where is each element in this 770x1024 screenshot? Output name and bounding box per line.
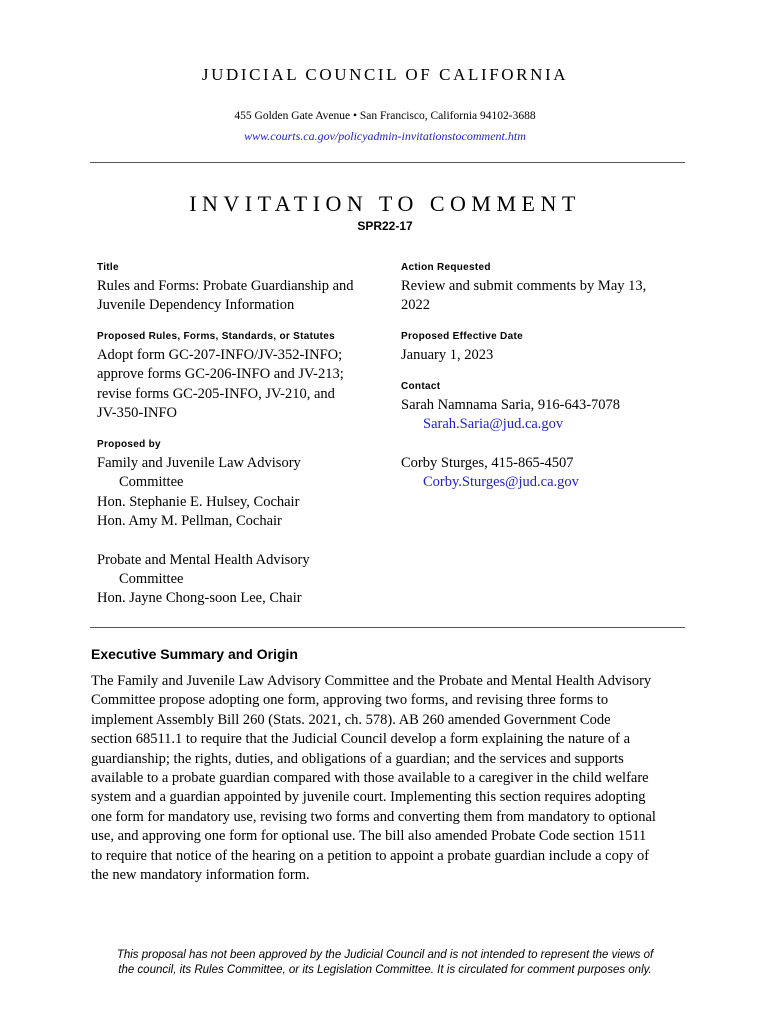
- disclaimer-line: This proposal has not been approved by the Judicial Council and is not intended to represent the views of: [116, 949, 654, 961]
- committee-line: Committee: [119, 571, 184, 588]
- proposed-line: Adopt form GC-207-INFO/JV-352-INFO;: [97, 347, 343, 363]
- summary-line: use, and approving one form for optional use. The bill also amended Probate Code section 1511: [91, 828, 647, 845]
- contact-email-link[interactable]: Sarah.Saria@jud.ca.gov: [423, 416, 564, 433]
- proposed-rules-label: Proposed Rules, Forms, Standards, or Statutes: [97, 331, 335, 342]
- action-requested-value: [401, 277, 646, 316]
- document-title: INVITATION TO COMMENT: [189, 191, 581, 216]
- action-requested-label: Action Requested: [401, 262, 491, 273]
- summary-line: available to a probate guardian compared with those available to a caregiver in the child welfare: [91, 770, 649, 787]
- disclaimer-footer: [0, 948, 770, 978]
- committee-line: Hon. Stephanie E. Hulsey, Cochair: [97, 493, 300, 510]
- section-divider: [90, 627, 685, 628]
- proposed-line: JV-350-INFO: [97, 405, 178, 422]
- committee-line: Committee: [119, 474, 184, 491]
- header-divider: [90, 162, 685, 163]
- title-line: Juvenile Dependency Information: [97, 297, 295, 314]
- proposed-by-label: Proposed by: [97, 439, 161, 450]
- contact-email-link[interactable]: Corby.Sturges@jud.ca.gov: [423, 474, 579, 491]
- summary-line: system and a guardian appointed by juvenile court. Implementing this section requires adopting: [91, 789, 646, 806]
- summary-line: section 68511.1 to require that the Judicial Council develop a form explaining the nature of a: [91, 731, 631, 748]
- proposed-by-value: [97, 454, 310, 609]
- summary-line: implement Assembly Bill 260 (Stats. 2021, ch. 578). AB 260 amended Government Code: [91, 711, 611, 728]
- title-label: Title: [97, 262, 119, 273]
- effective-date-label: Proposed Effective Date: [401, 331, 523, 342]
- proposed-line: revise forms GC-205-INFO, JV-210, and: [97, 385, 335, 402]
- committee-line: Probate and Mental Health Advisory: [97, 551, 310, 568]
- title-line: Rules and Forms: Probate Guardianship and: [97, 278, 354, 294]
- summary-line: to require that notice of the hearing on a petition to appoint a probate guardian include a copy of: [91, 847, 650, 864]
- title-value: [97, 277, 354, 316]
- committee-line: Family and Juvenile Law Advisory: [97, 455, 301, 471]
- spacer: [97, 532, 310, 551]
- summary-line: guardianship; the rights, duties, and obligations of a guardian; and the services and supports: [91, 750, 624, 767]
- action-line: Review and submit comments by May 13,: [401, 278, 647, 294]
- contact-label: Contact: [401, 381, 441, 392]
- executive-summary-text: [91, 672, 691, 885]
- contact-name: Corby Sturges, 415-865-4507: [401, 454, 574, 471]
- summary-line: The Family and Juvenile Law Advisory Committee and the Probate and Mental Health Advisory: [91, 673, 652, 689]
- invitations-url-link[interactable]: www.courts.ca.gov/policyadmin-invitationstocomment.htm: [244, 129, 526, 143]
- proposed-line: approve forms GC-206-INFO and JV-213;: [97, 366, 344, 383]
- organization-address: 455 Golden Gate Avenue • San Francisco, California 94102-3688: [234, 110, 536, 122]
- proposed-rules-value: [97, 346, 344, 424]
- committee-line: Hon. Amy M. Pellman, Cochair: [97, 513, 282, 530]
- spacer: [401, 435, 620, 454]
- summary-line: one form for mandatory use, revising two forms and converting them from mandatory to optional: [91, 808, 656, 825]
- summary-line: Committee propose adopting one form, approving two forms, and revising three forms to: [91, 692, 609, 709]
- effective-date-value: January 1, 2023: [401, 347, 494, 363]
- document-code: SPR22-17: [357, 219, 413, 233]
- action-line: 2022: [401, 297, 430, 314]
- organization-name: JUDICIAL COUNCIL OF CALIFORNIA: [201, 65, 569, 84]
- contact-block: [401, 396, 620, 493]
- summary-line: the new mandatory information form.: [91, 867, 310, 884]
- disclaimer-line: the council, its Rules Committee, or its Legislation Committee. It is circulated for comment purposes only.: [118, 964, 652, 976]
- contact-name: Sarah Namnama Saria, 916-643-7078: [401, 397, 621, 413]
- executive-summary-heading: Executive Summary and Origin: [91, 646, 298, 662]
- committee-line: Hon. Jayne Chong-soon Lee, Chair: [97, 590, 302, 607]
